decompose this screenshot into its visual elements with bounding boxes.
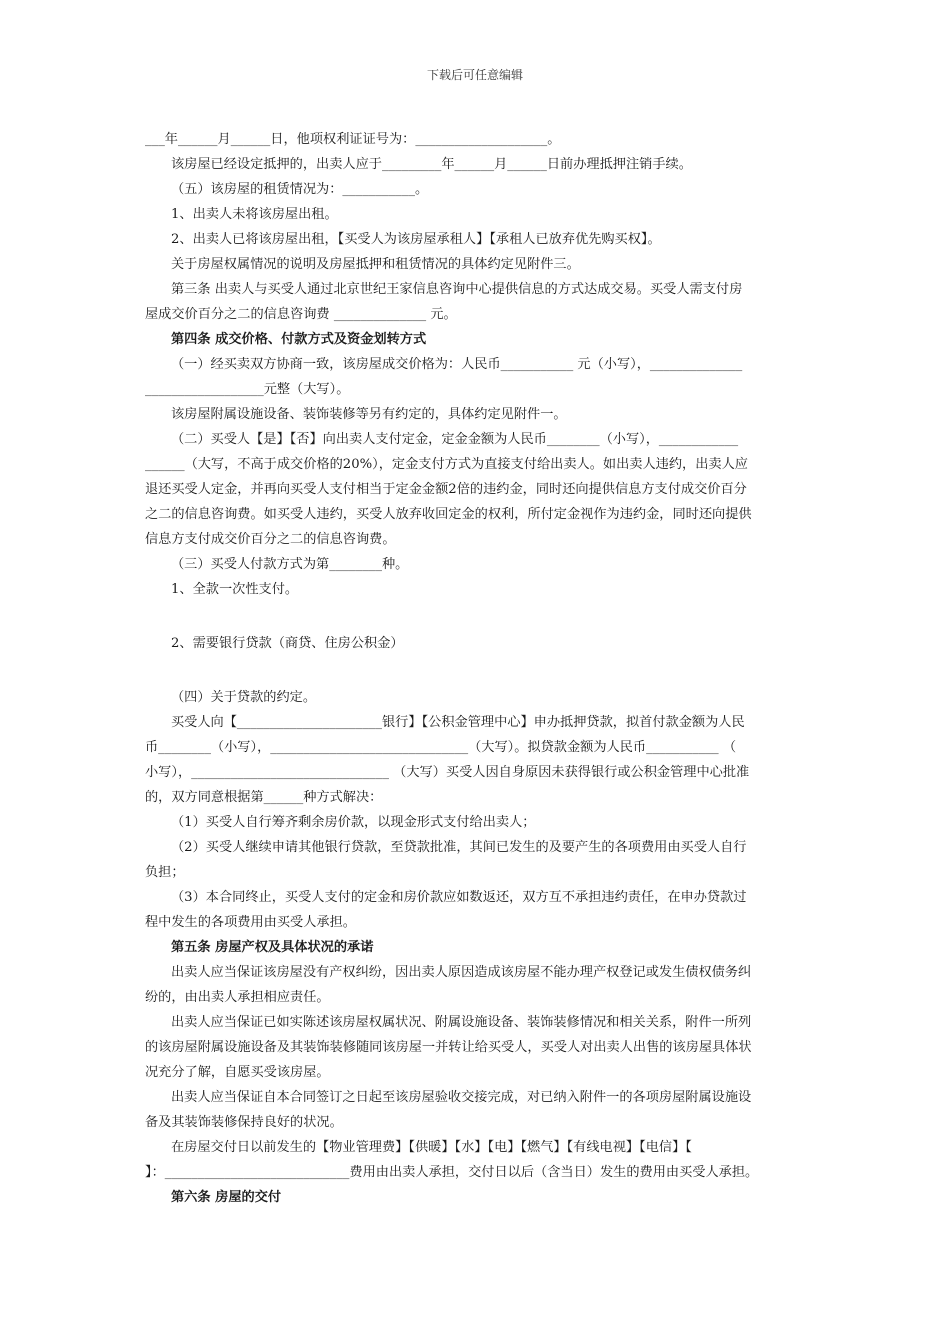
- article-5-heading: 第五条 房屋产权及具体状况的承诺: [171, 940, 374, 955]
- text-line: 出卖人应当保证已如实陈述该房屋权属状况、附属设施设备、装饰装修情况和相关关系，附件一所列: [171, 1015, 752, 1030]
- text-line: 退还买受人定金，并再向买受人支付相当于定金金额2倍的违约金，同时还向提供信息方支付成交价百分: [145, 482, 747, 497]
- text-line: 备及其装饰装修保持良好的状况。: [145, 1115, 343, 1130]
- article-6-heading: 第六条 房屋的交付: [171, 1190, 282, 1205]
- text-line: 出卖人应当保证该房屋没有产权纠纷，因出卖人原因造成该房屋不能办理产权登记或发生债权债务纠: [171, 965, 752, 980]
- spacer: [145, 602, 810, 631]
- text-line: 该房屋附属设施设备、装饰装修等另有约定的，具体约定见附件一。: [171, 407, 567, 422]
- text-line: 出卖人应当保证自本合同签订之日起至该房屋验收交接完成，对已纳入附件一的各项房屋附属设施设: [171, 1090, 752, 1105]
- text-line: （二）买受人【是】【否】向出卖人支付定金，定金金额为人民币________（小写），____________: [171, 432, 739, 447]
- text-line: 的，双方同意根据第______种方式解决：: [145, 790, 383, 805]
- text-line: __________________元整（大写）。: [145, 382, 350, 397]
- text-line: 该房屋已经设定抵押的，出卖人应于_________年______月______日前办理抵押注销手续。: [171, 157, 692, 172]
- contract-body: [145, 127, 810, 1210]
- text-line: （3）本合同终止，买受人支付的定金和房价款应如数返还，双方互不承担违约责任，在申办贷款过: [171, 890, 747, 905]
- text-line: （一）经买卖双方协商一致，该房屋成交价格为：人民币___________ 元（小写），______________: [171, 357, 743, 372]
- text-line: 1、全款一次性支付。: [171, 582, 299, 597]
- text-line: 小写），______________________________ （大写）买受人因自身原因未获得银行或公积金管理中心批准: [145, 765, 750, 780]
- text-line: （四）关于贷款的约定。: [171, 690, 317, 705]
- text-line: 2、出卖人已将该房屋出租，【买受人为该房屋承租人】【承租人已放弃优先购买权】。: [171, 232, 661, 247]
- text-line: ______（大写，不高于成交价格的20%），定金支付方式为直接支付给出卖人。如出卖人违约，出卖人应: [145, 457, 748, 472]
- text-line: 在房屋交付日以前发生的【物业管理费】【供暖】【水】【电】【燃气】【有线电视】【电信】【: [171, 1140, 692, 1155]
- text-line: （1）买受人自行筹齐剩余房价款，以现金形式支付给出卖人；: [171, 815, 536, 830]
- text-line: 的该房屋附属设施设备及其装饰装修随同该房屋一并转让给买受人，买受人对出卖人出售的该房屋具体状: [145, 1040, 752, 1055]
- text-line: 关于房屋权属情况的说明及房屋抵押和租赁情况的具体约定见附件三。: [171, 257, 580, 272]
- text-line: 之二的信息咨询费。如买受人违约，买受人放弃收回定金的权利，所付定金视作为违约金，同时还向提供: [145, 507, 752, 522]
- text-line: （三）买受人付款方式为第________种。: [171, 557, 409, 572]
- text-line: （2）买受人继续申请其他银行贷款，至贷款批准，其间已发生的及要产生的各项费用由买受人自行: [171, 840, 747, 855]
- text-line: 屋成交价百分之二的信息咨询费 ______________ 元。: [145, 307, 457, 322]
- spacer: [145, 656, 810, 685]
- text-line: 】：____________________________费用由出卖人承担，交付日以后（含当日）发生的费用由买受人承担。: [145, 1165, 759, 1180]
- text-line: ___年______月______日，他项权利证证号为：____________________。: [145, 132, 561, 147]
- text-line: 程中发生的各项费用由买受人承担。: [145, 915, 356, 930]
- text-line: 信息方支付成交价百分之二的信息咨询费。: [145, 532, 396, 547]
- article-4-heading: 第四条 成交价格、付款方式及资金划转方式: [171, 332, 427, 347]
- text-line: （五）该房屋的租赁情况为：___________。: [171, 182, 429, 197]
- text-line: 买受人向【______________________银行】【公积金管理中心】申办抵押贷款，拟首付款金额为人民: [171, 715, 745, 730]
- text-line: 况充分了解，自愿买受该房屋。: [145, 1065, 330, 1080]
- text-line: 2、需要银行贷款（商贷、住房公积金）: [171, 636, 404, 651]
- page-header: 下载后可任意编辑: [426, 68, 523, 82]
- article-3-line: 第三条 出卖人与买受人通过北京世纪王家信息咨询中心提供信息的方式达成交易。买受人需支付房: [171, 282, 743, 297]
- text-line: 币________（小写），______________________________（大写）。拟贷款金额为人民币___________ （: [145, 740, 737, 755]
- text-line: 纷的，由出卖人承担相应责任。: [145, 990, 330, 1005]
- text-line: 负担；: [145, 865, 185, 880]
- text-line: 1、出卖人未将该房屋出租。: [171, 207, 338, 222]
